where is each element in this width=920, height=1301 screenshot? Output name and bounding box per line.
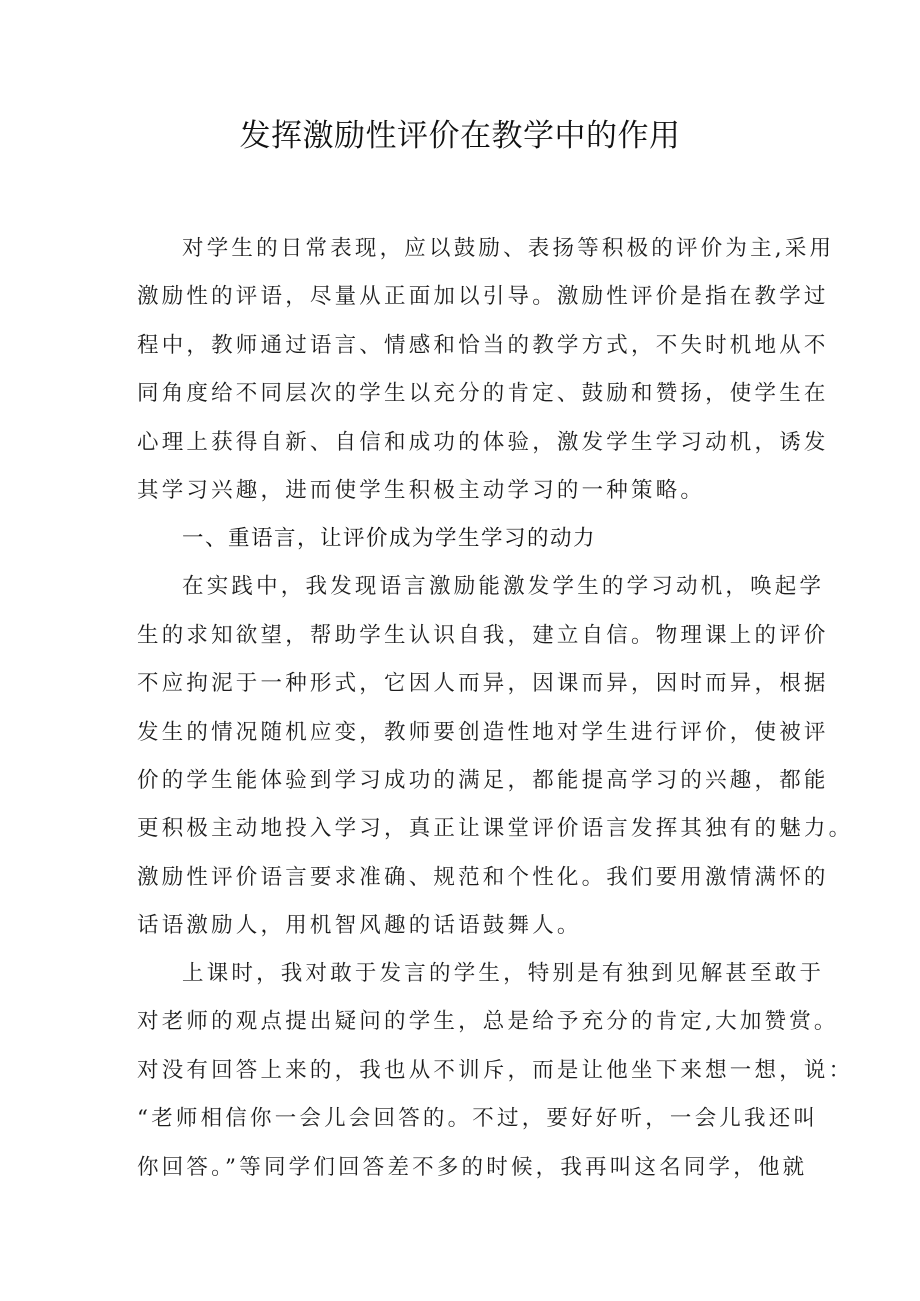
paragraph-line: 话语激励人，用机智风趣的话语鼓舞人。 — [137, 913, 582, 939]
paragraph-line: 上课时，我对敢于发言的学生，特别是有独到见解甚至敢于 — [182, 961, 825, 986]
intro-line: 程中，教师通过语言、情感和恰当的教学方式，不失时机地从不 — [137, 332, 829, 358]
paragraph-line: 发生的情况随机应变，教师要创造性地对学生进行评价，使被评 — [137, 719, 829, 745]
paragraph-line: 对没有回答上来的，我也从不训斥，而是让他坐下来想一想，说： — [137, 1057, 854, 1083]
intro-line: 其学习兴趣，进而使学生积极主动学习的一种策略。 — [137, 477, 706, 503]
paragraph-line: 生的求知欲望，帮助学生认识自我，建立自信。物理课上的评价 — [137, 622, 829, 648]
intro-line: 对学生的日常表现，应以鼓励、表扬等积极的评价为主,采用 — [182, 236, 835, 261]
intro-line: 心理上获得自新、自信和成功的体验，激发学生学习动机，诱发 — [137, 429, 829, 455]
paragraph-line: 在实践中，我发现语言激励能激发学生的学习动机，唤起学 — [182, 574, 825, 600]
paragraph-line: 价的学生能体验到学习成功的满足，都能提高学习的兴趣，都能 — [137, 767, 829, 793]
paragraph-line: 更积极主动地投入学习，真正让课堂评价语言发挥其独有的魅力。 — [137, 816, 854, 842]
intro-line: 同角度给不同层次的学生以充分的肯定、鼓励和赞扬，使学生在 — [137, 381, 829, 407]
paragraph-line: 激励性评价语言要求准确、规范和个性化。我们要用激情满怀的 — [137, 864, 829, 890]
intro-line: 激励性的评语，尽量从正面加以引导。激励性评价是指在教学过 — [137, 284, 829, 310]
section-one-paragraph-two — [137, 950, 854, 1192]
paragraph-line: 你回答。”等同学们回答差不多的时候，我再叫这名同学，他就 — [137, 1154, 808, 1180]
section-one — [137, 515, 854, 951]
document-title: 发挥激励性评价在教学中的作用 — [239, 118, 681, 154]
section-heading: 一、重语言，让评价成为学生学习的动力 — [182, 526, 597, 551]
intro-paragraph — [137, 225, 835, 515]
paragraph-line: “老师相信你一会儿会回答的。不过，要好好听，一会儿我还叫 — [137, 1106, 819, 1132]
paragraph-line: 不应拘泥于一种形式，它因人而异，因课而异，因时而异，根据 — [137, 671, 829, 697]
paragraph-line: 对老师的观点提出疑问的学生，总是给予充分的肯定,大加赞赏。 — [137, 1009, 839, 1035]
